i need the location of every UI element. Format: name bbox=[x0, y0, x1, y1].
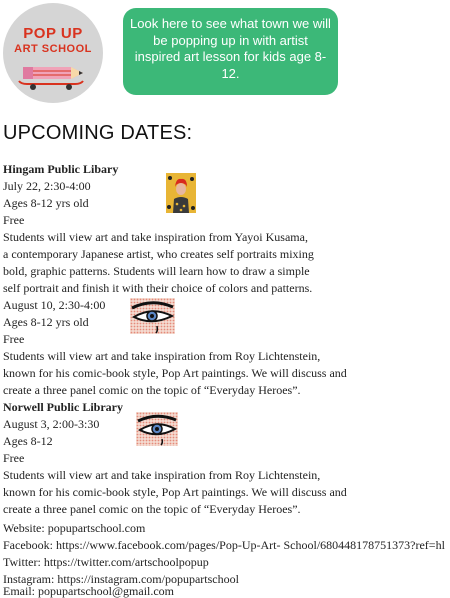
event-1-desc-line: self portrait and finish it with their choice of colors and patterns. bbox=[3, 281, 313, 295]
event-2-desc-line: known for his comic-book style, Pop Art paintings. We will discuss and bbox=[3, 366, 347, 380]
email-link[interactable]: Email: popupartschool@gmail.com bbox=[3, 584, 175, 598]
event-2-date: August 10, 2:30-4:00 bbox=[3, 298, 106, 312]
event-2-ages: Ages 8-12 yrs old bbox=[3, 315, 89, 329]
logo-subtitle: ART SCHOOL bbox=[14, 43, 92, 55]
event-1-date: July 22, 2:30-4:00 bbox=[3, 179, 91, 193]
info-banner: Look here to see what town we will be popping up in with artist inspired art lesson for kids age 8-12. bbox=[123, 8, 338, 95]
event-1-venue: Hingam Public Libary bbox=[3, 162, 119, 176]
event-3-desc-line: known for his comic-book style, Pop Art paintings. We will discuss and bbox=[3, 485, 347, 499]
event-3-desc-line: create a three panel comic on the topic of “Everyday Heroes”. bbox=[3, 502, 301, 516]
event-1-desc-line: bold, graphic patterns. Students will learn how to draw a simple bbox=[3, 264, 310, 278]
lichtenstein-comic-eye-image bbox=[136, 412, 178, 446]
event-3-venue: Norwell Public Library bbox=[3, 400, 123, 414]
event-1-desc-line: Students will view art and take inspiration from Yayoi Kusama, bbox=[3, 230, 308, 244]
event-3-ages: Ages 8-12 bbox=[3, 434, 53, 448]
event-2-desc-line: Students will view art and take inspiration from Roy Lichtenstein, bbox=[3, 349, 321, 363]
pencil-skateboard-icon bbox=[17, 61, 89, 91]
twitter-link[interactable]: Twitter: https://twitter.com/artschoolpopup bbox=[3, 555, 209, 569]
event-2-desc-line: create a three panel comic on the topic of “Everyday Heroes”. bbox=[3, 383, 301, 397]
event-2-price: Free bbox=[3, 332, 25, 346]
event-3-price: Free bbox=[3, 451, 25, 465]
website-link[interactable]: Website: popupartschool.com bbox=[3, 521, 146, 535]
facebook-link[interactable]: Facebook: https://www.facebook.com/pages/Pop-Up-Art- School/680448178751373?ref=hl bbox=[3, 538, 445, 552]
event-1-desc-line: a contemporary Japanese artist, who creates self portraits mixing bbox=[3, 247, 314, 261]
instagram-link[interactable]: Instagram: https://instagram.com/popupartschool bbox=[3, 572, 239, 586]
event-3-date: August 3, 2:00-3:30 bbox=[3, 417, 100, 431]
event-1-ages: Ages 8-12 yrs old bbox=[3, 196, 89, 210]
logo-title: POP UP bbox=[23, 25, 83, 42]
upcoming-dates-heading: UPCOMING DATES: bbox=[3, 122, 193, 144]
pop-up-art-school-logo bbox=[3, 3, 103, 103]
event-3-desc-line: Students will view art and take inspiration from Roy Lichtenstein, bbox=[3, 468, 321, 482]
event-1-price: Free bbox=[3, 213, 25, 227]
lichtenstein-comic-eye-image bbox=[130, 298, 175, 334]
kusama-portrait-image bbox=[166, 173, 196, 213]
